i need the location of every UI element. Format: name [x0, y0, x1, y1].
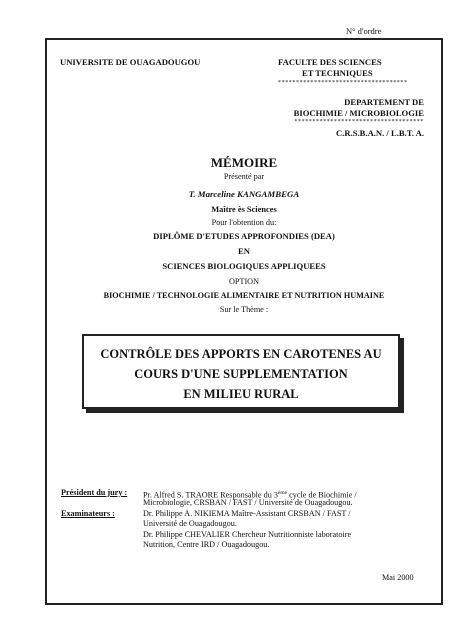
order-number: N° d'ordre — [346, 26, 382, 36]
jury-examiner2-line1: Dr. Philippe CHEVALIER Chercheur Nutritionniste laboratoire — [143, 529, 352, 539]
thesis-title-line1: CONTRÔLE DES APPORTS EN CAROTENES AU — [100, 347, 382, 361]
theme-label: Sur le Thème : — [219, 305, 269, 314]
jury-examiner1-line1: Dr. Philippe A. NIKIEMA Maître-Assistant CRSBAN / FAST / — [143, 509, 351, 518]
thesis-title-box — [82, 334, 400, 409]
memoire-section — [47, 155, 441, 316]
submission-date: Mai 2000 — [382, 573, 414, 582]
author-degree: Maître ès Sciences — [211, 205, 277, 214]
faculty-block — [278, 57, 428, 86]
jury-president-sup: ème — [277, 490, 288, 496]
department-line1: DEPARTEMENT DE — [344, 97, 424, 107]
jury-examiner2-line2: Nutrition, Centre IRD / Ouagadougou. — [143, 540, 270, 550]
department-block — [276, 97, 424, 140]
jury-president-label: Président du jury : — [61, 488, 128, 497]
presented-by: Présenté par — [223, 172, 265, 181]
for-obtaining: Pour l'obtention du: — [211, 218, 277, 227]
diploma-name: DIPLÔME D'ETUDES APPROFONDIES (DEA) — [153, 231, 335, 241]
thesis-title-line2: COURS D'UNE SUPPLEMENTATION — [134, 367, 348, 381]
jury-examiner1-line2: Université de Ouagadougou. — [143, 519, 237, 529]
field-name: SCIENCES BIOLOGIQUES APPLIQUEES — [162, 261, 326, 271]
department-stars: ************************************ — [294, 119, 424, 125]
department-line2: BIOCHIMIE / MICROBIOLOGIE — [293, 108, 424, 118]
jury-president-pre: Pr. Alfred S. TRAORE Responsable du 3 — [143, 490, 278, 500]
faculty-line2: ET TECHNIQUES — [302, 68, 373, 78]
option-label: OPTION — [228, 277, 260, 286]
department-lab: C.R.S.B.A.N. / L.B.T. A. — [336, 128, 424, 138]
memoire-heading: MÉMOIRE — [210, 155, 278, 170]
diploma-en: EN — [238, 246, 250, 256]
author-name: T. Marceline KANGAMBEGA — [188, 189, 300, 199]
option-name: BIOCHIMIE / TECHNOLOGIE ALIMENTAIRE ET NUTRITION HUMAINE — [103, 291, 385, 300]
jury-president-post: cycle de Biochimie / — [287, 490, 357, 500]
faculty-line1: FACULTE DES SCIENCES — [278, 57, 382, 67]
faculty-stars: ************************************ — [278, 80, 408, 86]
jury-examiners-label: Examinateurs : — [61, 509, 115, 518]
thesis-title-line3: EN MILIEU RURAL — [183, 387, 299, 401]
jury-president-line2: Microbiologie, CRSBAN / FAST / Université de Ouagadougou. — [143, 498, 353, 508]
university-name: UNIVERSITE DE OUAGADOUGOU — [60, 57, 201, 67]
